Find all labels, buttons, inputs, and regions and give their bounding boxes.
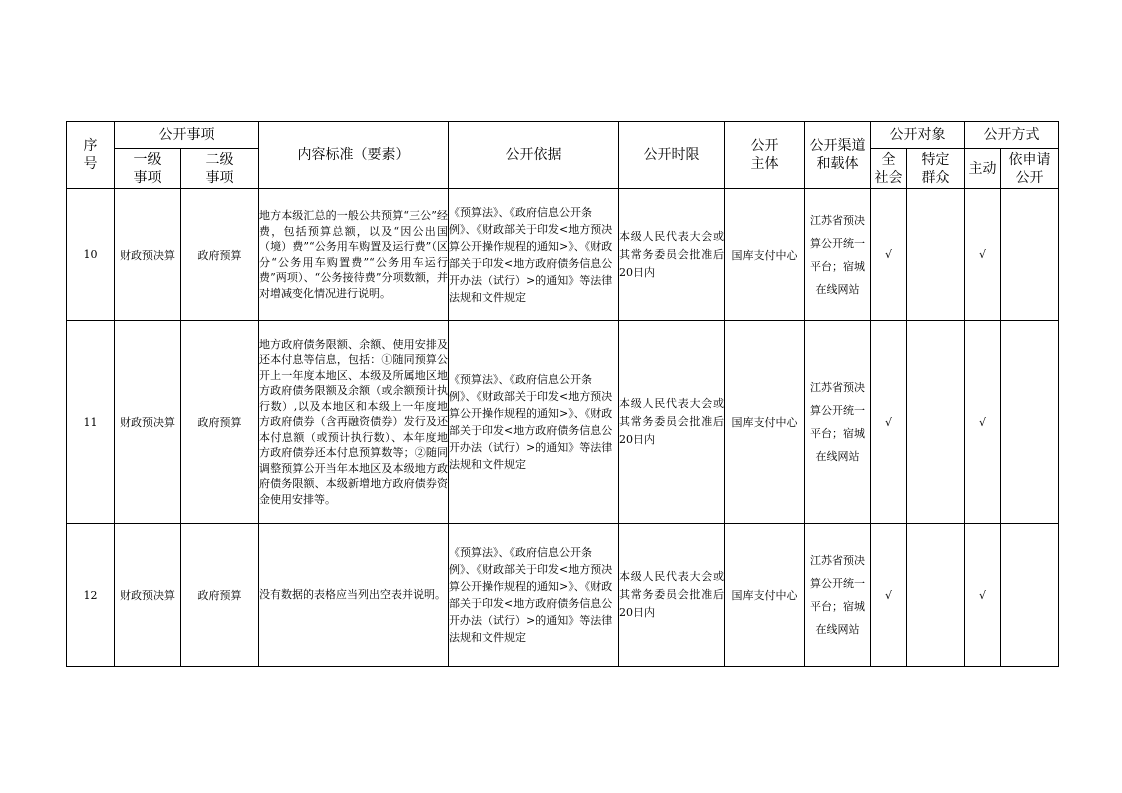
header-level2-text: 二级 事项 [205, 151, 234, 186]
row-content: 没有数据的表格应当列出空表并说明。 [259, 524, 449, 667]
header-method-group: 公开方式 [965, 122, 1059, 149]
header-subject [725, 122, 805, 189]
table-row [67, 189, 1059, 321]
header-all-society-text: 全 社会 [874, 151, 903, 186]
header-subject-text: 公开 主体 [750, 138, 779, 172]
header-on-request [1001, 149, 1059, 189]
row-level2: 政府预算 [181, 524, 259, 667]
header-level2 [181, 149, 259, 189]
disclosure-table [66, 121, 1059, 667]
header-matters-group: 公开事项 [115, 122, 259, 149]
header-row-top [67, 122, 1059, 149]
header-seq-text: 序 号 [83, 138, 98, 172]
header-seq [67, 122, 115, 189]
header-time-limit: 公开时限 [619, 122, 725, 189]
row-level1: 财政预决算 [115, 321, 181, 524]
row-level2: 政府预算 [181, 189, 259, 321]
row-on-request [1001, 189, 1059, 321]
row-level1: 财政预决算 [115, 524, 181, 667]
row-subject: 国库支付中心 [725, 524, 805, 667]
row-seq: 10 [67, 189, 115, 321]
row-specific-groups [907, 189, 965, 321]
row-level1: 财政预决算 [115, 189, 181, 321]
row-basis: 《预算法》、《政府信息公开条例》、《财政部关于印发<地方预决算公开操作规程的通知>》、《财政部关于印发<地方政府债务信息公开办法（试行）>的通知》等法律法规和文件规定 [449, 524, 619, 667]
row-active-check: √ [965, 321, 1001, 524]
header-all-society [871, 149, 907, 189]
row-subject: 国库支付中心 [725, 321, 805, 524]
row-channel: 江苏省预决算公开统一平台；宿城在线网站 [805, 321, 871, 524]
row-on-request [1001, 524, 1059, 667]
header-level1-text: 一级 事项 [133, 151, 162, 186]
row-active-check: √ [965, 189, 1001, 321]
row-on-request [1001, 321, 1059, 524]
row-channel: 江苏省预决算公开统一平台；宿城在线网站 [805, 189, 871, 321]
row-active-check: √ [965, 524, 1001, 667]
row-specific-groups [907, 524, 965, 667]
header-content-standard: 内容标准（要素） [259, 122, 449, 189]
row-channel: 江苏省预决算公开统一平台；宿城在线网站 [805, 524, 871, 667]
row-specific-groups [907, 321, 965, 524]
row-all-society-check: √ [871, 321, 907, 524]
row-level2: 政府预算 [181, 321, 259, 524]
header-specific-groups-text: 特定 群众 [921, 151, 950, 186]
table-row [67, 321, 1059, 524]
header-channel [805, 122, 871, 189]
row-seq: 12 [67, 524, 115, 667]
header-active: 主动 [965, 149, 1001, 189]
row-seq: 11 [67, 321, 115, 524]
table-row [67, 524, 1059, 667]
header-channel-text: 公开渠道 和载体 [809, 138, 866, 172]
row-content: 地方本级汇总的一般公共预算“三公”经费，包括预算总额，以及“因公出国（境）费”“公务用车购置及运行费”（区分“公务用车购置费”“公务用车运行费”两项）、“公务接待费”分项数额，并对增减变化情况进行说明。 [259, 189, 449, 321]
row-time-limit: 本级人民代表大会或其常务委员会批准后20日内 [619, 321, 725, 524]
header-on-request-text: 依申请 公开 [1008, 151, 1051, 186]
row-content: 地方政府债务限额、余额、使用安排及还本付息等信息，包括：①随同预算公开上一年度本地区、本级及所属地区地方政府债务限额及余额（或余额预计执行数）,以及本地区和本级上一年度地方政府债券（含再融资债券）发行及还本付息额（或预计执行数）、本年度地方政府债券还本付息预算数等；②随同调整预算公开当年本地区及本级地方政府债务限额、本级新增地方政府债券资金使用安排等。 [259, 321, 449, 524]
row-basis: 《预算法》、《政府信息公开条例》、《财政部关于印发<地方预决算公开操作规程的通知>》、《财政部关于印发<地方政府债务信息公开办法（试行）>的通知》等法律法规和文件规定 [449, 189, 619, 321]
row-subject: 国库支付中心 [725, 189, 805, 321]
row-time-limit: 本级人民代表大会或其常务委员会批准后20日内 [619, 524, 725, 667]
row-all-society-check: √ [871, 189, 907, 321]
row-all-society-check: √ [871, 524, 907, 667]
header-target-group: 公开对象 [871, 122, 965, 149]
header-specific-groups [907, 149, 965, 189]
header-level1 [115, 149, 181, 189]
row-time-limit: 本级人民代表大会或其常务委员会批准后20日内 [619, 189, 725, 321]
header-basis: 公开依据 [449, 122, 619, 189]
row-basis: 《预算法》、《政府信息公开条例》、《财政部关于印发<地方预决算公开操作规程的通知>》、《财政部关于印发<地方政府债务信息公开办法（试行）>的通知》等法律法规和文件规定 [449, 321, 619, 524]
